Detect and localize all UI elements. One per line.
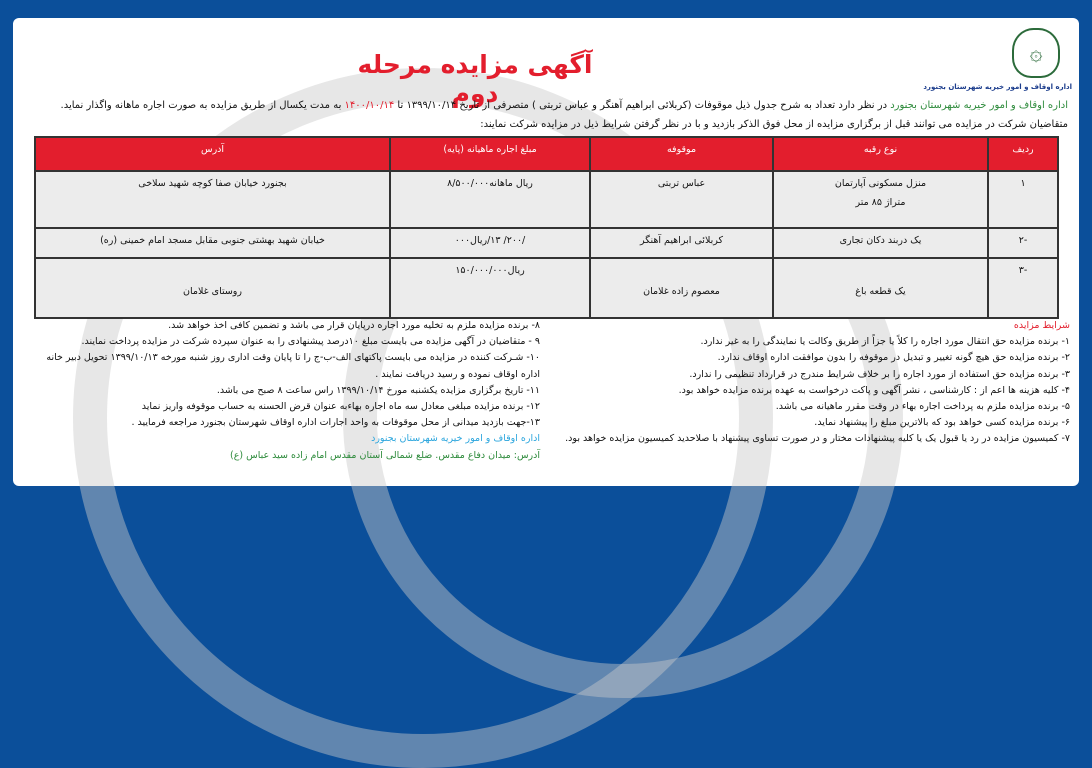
condition-item: ۶- برنده مزایده کسی خواهد بود که بالاترین مبلغ را پیشنهاد نماید. xyxy=(814,417,1070,429)
col-header: مبلغ اجاره ماهیانه (پایه) xyxy=(390,137,590,171)
condition-item: ۲- برنده مزایده حق هیچ گونه تغییر و تبدیل در موقوفه را بدون موافقت اداره اوقاف ندارد. xyxy=(717,352,1070,364)
intro-org: اداره اوقاف و امور خیریه شهرستان بجنورد xyxy=(890,100,1068,111)
table-header xyxy=(35,137,1058,171)
cell-no: -۳ xyxy=(988,258,1058,318)
intro-text xyxy=(24,96,1068,134)
cell-type: یک دربند دکان تجاری xyxy=(773,228,988,258)
condition-item: ۷- کمیسیون مزایده در رد یا قبول یک یا کلیه پیشنهادات مختار و در صورت تساوی پیشنهاد با صلاحدید کمیسیون مزایده خواهد بود. xyxy=(565,433,1070,445)
cell-rent: /۲۰۰/ ۱۳/ریال۰۰۰ xyxy=(390,228,590,258)
condition-item: ۸- برنده مزایده ملزم به تخلیه مورد اجاره درپایان قرار می باشد و تضمین کافی اخذ خواهد شد. xyxy=(168,320,540,331)
intro-part: به مدت یکسال از طریق مزایده به صورت اجاره ماهانه واگذار نماید. متقاضیان شرکت در مزایده می توانند قبل از برگزاری مزایده از محل فوق الذکر بازدید و با در نظر گرفتن شرایط ذیل در مزایده شرکت نمایند: xyxy=(60,100,1068,130)
col-header: موقوفه xyxy=(590,137,773,171)
intro-date: ۱۴۰۰/۱۰/۱۴ xyxy=(344,100,395,111)
auction-table xyxy=(34,136,1059,319)
col-header: ردیف xyxy=(988,137,1058,171)
cell-no: ۱ xyxy=(988,171,1058,228)
org-name: اداره اوقاف و امور خیریه شهرستان بجنورد xyxy=(923,83,1072,91)
table-row xyxy=(35,258,1058,318)
cell-waqf: عباس تربتی xyxy=(590,171,773,228)
type-text: منزل مسکونی آپارتمان xyxy=(834,178,927,189)
footer-org: اداره اوقاف و امور خیریه شهرستان بجنورد xyxy=(371,433,540,445)
intro-part: در نظر دارد تعداد به شرح جدول ذیل موقوفات (کربلائی ابراهیم آهنگر و عباس تربتی ) متصرفی از تاریخ ۱۳۹۹/۱۰/۱۴ تا xyxy=(394,100,891,111)
col-header: آدرس xyxy=(35,137,390,171)
cell-address: خیابان شهید بهشتی جنوبی مقابل مسجد امام خمینی (ره) xyxy=(35,228,390,258)
cell-waqf: معصوم زاده غلامان xyxy=(590,258,773,318)
conditions-right xyxy=(560,318,1070,448)
condition-item: ۱۱- تاریخ برگزاری مزایده یکشنبه مورخ ۱۳۹۹/۱۰/۱۴ راس ساعت ۸ صبح می باشد. xyxy=(216,384,540,396)
condition-item: ۵- برنده مزایده ملزم به پرداخت اجاره بهاء در وقت مقرر ماهیانه می باشد. xyxy=(775,401,1070,413)
awqaf-logo-icon: ۞ xyxy=(1012,28,1060,78)
condition-item: ۱- برنده مزایده حق انتقال مورد اجاره را کلاً یا جزاً از طریق وکالت یا نمایندگی را به غیر ندارد. xyxy=(700,336,1070,348)
type-area: متراژ ۸۵ متر xyxy=(855,197,906,208)
footer-address: آدرس: میدان دفاع مقدس. ضلع شمالی آستان مقدس امام زاده سید عباس (ع) xyxy=(230,449,540,461)
condition-item: ۳- برنده مزایده حق استفاده از مورد اجاره را بر خلاف شرایط مندرج در قرارداد تنظیمی را ندارد. xyxy=(689,368,1070,380)
cell-rent: ریال ماهانه۸/۵۰۰/۰۰۰ xyxy=(390,171,590,228)
condition-item: ۱۳-جهت بازدید میدانی از محل موقوفات به واحد اجارات اداره اوقاف شهرستان بجنورد مراجعه فرمایید . xyxy=(131,417,540,429)
table-row xyxy=(35,171,1058,228)
col-header: نوع رقبه xyxy=(773,137,988,171)
conditions-title: شرایط مزایده xyxy=(1013,320,1070,331)
conditions-left xyxy=(25,318,540,464)
cell-rent: ریال۱۵۰/۰۰۰/۰۰۰ xyxy=(390,258,590,318)
cell-type xyxy=(773,171,988,228)
cell-no: -۲ xyxy=(988,228,1058,258)
cell-type: یک قطعه باغ xyxy=(773,258,988,318)
condition-item: ۹ - متقاضیان در آگهی مزایده می بایست مبلغ ۱۰درصد پیشنهادی را به عنوان سپرده شرکت در مزایده پرداخت نمایند. xyxy=(81,336,540,348)
condition-item: ۱۰- شـرکت کننده در مزایده می بایست پاکتهای الف-ب-ج را تا پایان وقت اداری روز شنبه مورخه ۱۳۹۹/۱۰/۱۳ تحویل دبیر خانه اداره اوقاف نموده و رسید دریافت نمایند . xyxy=(46,352,540,380)
cell-address: روستای غلامان xyxy=(35,258,390,318)
condition-item: ۱۲- برنده مزایده مبلغی معادل سه ماه اجاره بهاءبه عنوان قرض الحسنه به حساب موقوفه واریز نماید xyxy=(141,401,540,413)
cell-address: بجنورد خیابان صفا کوچه شهید سلاخی xyxy=(35,171,390,228)
cell-waqf: کربلائی ابراهیم آهنگر xyxy=(590,228,773,258)
page-title: آگهی مزایده مرحله دوم xyxy=(357,50,593,108)
table-row xyxy=(35,228,1058,258)
condition-item: ۴- کلیه هزینه ها اعم از : کارشناسی ، نشر آگهی و پاکت درخواست به عهده برنده مزایده خواهد بود. xyxy=(678,384,1070,396)
